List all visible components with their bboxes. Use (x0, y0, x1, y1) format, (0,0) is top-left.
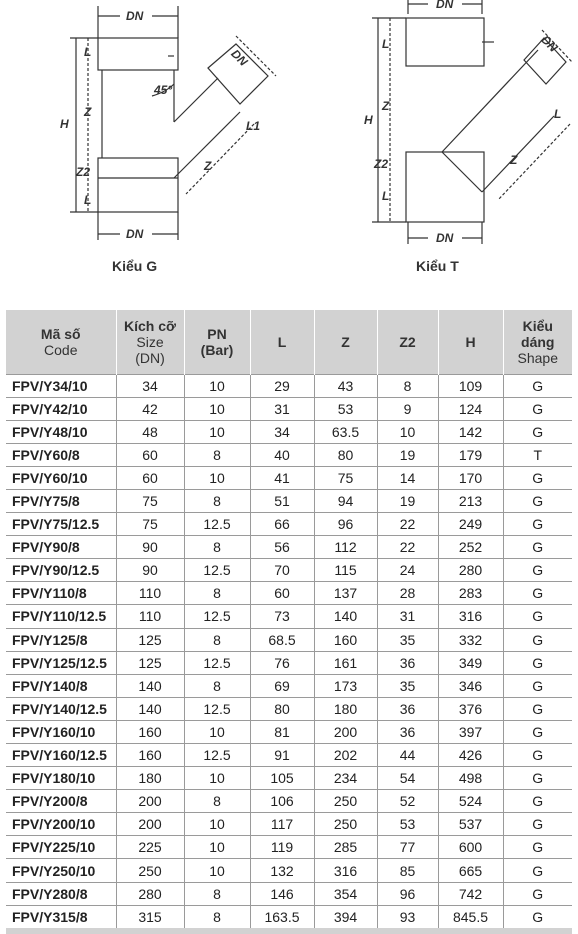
cell-pn: 8 (184, 628, 250, 651)
cell-z: 43 (314, 374, 377, 397)
header-z2: Z2 (377, 310, 438, 374)
cell-pn: 12.5 (184, 559, 250, 582)
cell-shape: G (503, 489, 572, 512)
cell-h: 280 (438, 559, 503, 582)
cell-size: 75 (116, 489, 184, 512)
cell-z: 234 (314, 767, 377, 790)
cell-shape: G (503, 420, 572, 443)
cell-z2: 19 (377, 489, 438, 512)
cell-z: 115 (314, 559, 377, 582)
cell-l: 70 (250, 559, 314, 582)
cell-code: FPV/Y140/8 (6, 674, 116, 697)
cell-pn: 10 (184, 859, 250, 882)
caption-kieu-t: Kiểu T (416, 258, 459, 274)
cell-pn: 10 (184, 466, 250, 489)
cell-z2: 52 (377, 790, 438, 813)
cell-z: 160 (314, 628, 377, 651)
table-row (6, 443, 572, 466)
cell-code: FPV/Y60/10 (6, 466, 116, 489)
cell-size: 110 (116, 605, 184, 628)
cell-l: 81 (250, 720, 314, 743)
table-row (6, 744, 572, 767)
header-z: Z (314, 310, 377, 374)
caption-kieu-g: Kiểu G (112, 258, 158, 274)
cell-z: 75 (314, 466, 377, 489)
cell-size: 180 (116, 767, 184, 790)
l-top-label-t: L (382, 37, 390, 51)
cell-h: 498 (438, 767, 503, 790)
cell-z: 316 (314, 859, 377, 882)
cell-z: 94 (314, 489, 377, 512)
cell-size: 140 (116, 674, 184, 697)
cell-shape: G (503, 859, 572, 882)
cell-pn: 10 (184, 767, 250, 790)
cell-size: 75 (116, 513, 184, 536)
header-pn: PN (Bar) (184, 310, 250, 374)
cell-h: 213 (438, 489, 503, 512)
cell-l: 60 (250, 582, 314, 605)
l-branch-label-t: L (554, 107, 562, 121)
cell-code: FPV/Y110/8 (6, 582, 116, 605)
cell-z2: 96 (377, 882, 438, 905)
cell-shape: G (503, 559, 572, 582)
table-body (6, 374, 572, 931)
cell-size: 90 (116, 536, 184, 559)
cell-shape: G (503, 628, 572, 651)
cell-z: 137 (314, 582, 377, 605)
cell-l: 51 (250, 489, 314, 512)
cell-shape: G (503, 905, 572, 931)
cell-size: 110 (116, 582, 184, 605)
cell-z: 80 (314, 443, 377, 466)
cell-shape: G (503, 813, 572, 836)
cell-pn: 12.5 (184, 697, 250, 720)
cell-pn: 12.5 (184, 605, 250, 628)
cell-shape: G (503, 651, 572, 674)
table-row (6, 651, 572, 674)
table-row (6, 536, 572, 559)
cell-z: 285 (314, 836, 377, 859)
l-top-label: L (84, 45, 92, 59)
header-code: Mã số Code (40, 325, 81, 358)
cell-shape: T (503, 443, 572, 466)
cell-z2: 35 (377, 674, 438, 697)
cell-h: 376 (438, 697, 503, 720)
cell-z2: 54 (377, 767, 438, 790)
cell-l: 119 (250, 836, 314, 859)
cell-code: FPV/Y125/12.5 (6, 651, 116, 674)
header-h: H (438, 310, 503, 374)
cell-z: 394 (314, 905, 377, 931)
cell-pn: 10 (184, 836, 250, 859)
cell-shape: G (503, 697, 572, 720)
cell-shape: G (503, 513, 572, 536)
cell-pn: 10 (184, 374, 250, 397)
cell-z: 250 (314, 790, 377, 813)
cell-z2: 8 (377, 374, 438, 397)
cell-code: FPV/Y75/12.5 (6, 513, 116, 536)
cell-h: 397 (438, 720, 503, 743)
cell-code: FPV/Y160/12.5 (6, 744, 116, 767)
cell-z2: 28 (377, 582, 438, 605)
cell-z2: 10 (377, 420, 438, 443)
header-l: L (250, 310, 314, 374)
cell-h: 346 (438, 674, 503, 697)
cell-size: 48 (116, 420, 184, 443)
cell-z: 200 (314, 720, 377, 743)
cell-l: 29 (250, 374, 314, 397)
cell-code: FPV/Y110/12.5 (6, 605, 116, 628)
cell-shape: G (503, 582, 572, 605)
cell-z: 173 (314, 674, 377, 697)
cell-z: 180 (314, 697, 377, 720)
cell-pn: 8 (184, 674, 250, 697)
header-size: Kích cỡ Size (DN) (116, 310, 184, 374)
cell-size: 60 (116, 466, 184, 489)
cell-z: 63.5 (314, 420, 377, 443)
l-bottom-label-t: L (382, 189, 390, 203)
cell-shape: G (503, 374, 572, 397)
cell-z2: 36 (377, 697, 438, 720)
cell-z: 53 (314, 397, 377, 420)
cell-h: 109 (438, 374, 503, 397)
cell-h: 283 (438, 582, 503, 605)
table-row (6, 859, 572, 882)
z-pipe-label: Z (84, 105, 92, 119)
cell-code: FPV/Y125/8 (6, 628, 116, 651)
cell-z2: 31 (377, 605, 438, 628)
dn-side-label-t: DN (538, 32, 561, 55)
cell-code: FPV/Y250/10 (6, 859, 116, 882)
cell-l: 146 (250, 882, 314, 905)
cell-h: 600 (438, 836, 503, 859)
cell-l: 80 (250, 697, 314, 720)
cell-pn: 8 (184, 536, 250, 559)
cell-z: 112 (314, 536, 377, 559)
cell-h: 249 (438, 513, 503, 536)
cell-h: 537 (438, 813, 503, 836)
z2-label: Z2 (76, 165, 91, 179)
cell-z2: 24 (377, 559, 438, 582)
cell-z2: 19 (377, 443, 438, 466)
dn-side-label: DN (228, 46, 251, 69)
cell-shape: G (503, 744, 572, 767)
table-row (6, 466, 572, 489)
cell-z2: 35 (377, 628, 438, 651)
table-row (6, 489, 572, 512)
cell-h: 142 (438, 420, 503, 443)
cell-code: FPV/Y42/10 (6, 397, 116, 420)
cell-l: 91 (250, 744, 314, 767)
z-branch-label-t: Z (510, 153, 518, 167)
cell-l: 132 (250, 859, 314, 882)
cell-z: 161 (314, 651, 377, 674)
cell-h: 845.5 (438, 905, 503, 931)
cell-h: 742 (438, 882, 503, 905)
table-row (6, 605, 572, 628)
cell-pn: 8 (184, 489, 250, 512)
cell-code: FPV/Y48/10 (6, 420, 116, 443)
header-shape: Kiểu dáng Shape (503, 310, 572, 374)
cell-z: 250 (314, 813, 377, 836)
cell-pn: 12.5 (184, 513, 250, 536)
table-row (6, 582, 572, 605)
cell-size: 125 (116, 651, 184, 674)
cell-l: 41 (250, 466, 314, 489)
cell-code: FPV/Y90/12.5 (6, 559, 116, 582)
dn-bottom-label-t: DN (436, 231, 454, 245)
table-row (6, 674, 572, 697)
spec-table (6, 310, 572, 934)
cell-size: 60 (116, 443, 184, 466)
cell-h: 316 (438, 605, 503, 628)
cell-l: 31 (250, 397, 314, 420)
dn-top-label: DN (126, 9, 144, 23)
cell-shape: G (503, 536, 572, 559)
cell-l: 163.5 (250, 905, 314, 931)
cell-l: 73 (250, 605, 314, 628)
cell-shape: G (503, 605, 572, 628)
cell-size: 200 (116, 813, 184, 836)
cell-size: 160 (116, 744, 184, 767)
cell-size: 34 (116, 374, 184, 397)
cell-pn: 12.5 (184, 744, 250, 767)
cell-size: 140 (116, 697, 184, 720)
table-row (6, 767, 572, 790)
cell-code: FPV/Y160/10 (6, 720, 116, 743)
cell-shape: G (503, 767, 572, 790)
cell-h: 665 (438, 859, 503, 882)
table-row (6, 397, 572, 420)
cell-size: 280 (116, 882, 184, 905)
diagram-kieu-g (40, 0, 280, 255)
cell-h: 124 (438, 397, 503, 420)
table-row (6, 697, 572, 720)
cell-l: 76 (250, 651, 314, 674)
cell-shape: G (503, 674, 572, 697)
cell-code: FPV/Y75/8 (6, 489, 116, 512)
cell-size: 160 (116, 720, 184, 743)
cell-code: FPV/Y200/8 (6, 790, 116, 813)
cell-size: 200 (116, 790, 184, 813)
z-branch-label: Z (204, 159, 212, 173)
cell-code: FPV/Y34/10 (6, 374, 116, 397)
cell-h: 179 (438, 443, 503, 466)
cell-code: FPV/Y280/8 (6, 882, 116, 905)
cell-z: 140 (314, 605, 377, 628)
cell-shape: G (503, 720, 572, 743)
cell-size: 125 (116, 628, 184, 651)
cell-shape: G (503, 466, 572, 489)
table-row (6, 513, 572, 536)
cell-shape: G (503, 836, 572, 859)
cell-z2: 22 (377, 536, 438, 559)
diagram-kieu-t (358, 0, 573, 255)
cell-z2: 53 (377, 813, 438, 836)
cell-l: 106 (250, 790, 314, 813)
cell-code: FPV/Y60/8 (6, 443, 116, 466)
cell-pn: 10 (184, 720, 250, 743)
table-row (6, 420, 572, 443)
table-row (6, 836, 572, 859)
l-bottom-label: L (84, 193, 92, 207)
cell-z2: 22 (377, 513, 438, 536)
h-label: H (60, 117, 69, 131)
cell-z2: 93 (377, 905, 438, 931)
cell-code: FPV/Y90/8 (6, 536, 116, 559)
cell-h: 349 (438, 651, 503, 674)
cell-z2: 77 (377, 836, 438, 859)
cell-l: 68.5 (250, 628, 314, 651)
cell-pn: 8 (184, 882, 250, 905)
cell-z2: 85 (377, 859, 438, 882)
cell-code: FPV/Y315/8 (6, 905, 116, 931)
table-row (6, 374, 572, 397)
cell-size: 315 (116, 905, 184, 931)
dn-bottom-label: DN (126, 227, 144, 241)
cell-pn: 8 (184, 582, 250, 605)
table-row (6, 882, 572, 905)
cell-size: 90 (116, 559, 184, 582)
cell-pn: 8 (184, 790, 250, 813)
cell-z2: 36 (377, 651, 438, 674)
cell-l: 105 (250, 767, 314, 790)
cell-z: 354 (314, 882, 377, 905)
table-row (6, 720, 572, 743)
cell-size: 250 (116, 859, 184, 882)
cell-z: 96 (314, 513, 377, 536)
cell-l: 56 (250, 536, 314, 559)
table-row (6, 628, 572, 651)
z-pipe-label-t: Z (382, 99, 390, 113)
cell-l: 40 (250, 443, 314, 466)
cell-shape: G (503, 790, 572, 813)
cell-code: FPV/Y225/10 (6, 836, 116, 859)
table-row (6, 813, 572, 836)
cell-h: 426 (438, 744, 503, 767)
z2-label-t: Z2 (374, 157, 389, 171)
cell-h: 524 (438, 790, 503, 813)
cell-pn: 10 (184, 813, 250, 836)
cell-size: 42 (116, 397, 184, 420)
cell-shape: G (503, 882, 572, 905)
cell-h: 332 (438, 628, 503, 651)
cell-pn: 10 (184, 420, 250, 443)
table-row (6, 905, 572, 931)
cell-pn: 8 (184, 905, 250, 931)
cell-code: FPV/Y200/10 (6, 813, 116, 836)
cell-z2: 44 (377, 744, 438, 767)
cell-z2: 9 (377, 397, 438, 420)
cell-code: FPV/Y140/12.5 (6, 697, 116, 720)
cell-size: 225 (116, 836, 184, 859)
cell-z: 202 (314, 744, 377, 767)
dn-top-label-t: DN (436, 0, 454, 11)
table-row (6, 790, 572, 813)
cell-z2: 14 (377, 466, 438, 489)
table-header-row (6, 310, 572, 374)
cell-l: 117 (250, 813, 314, 836)
cell-code: FPV/Y180/10 (6, 767, 116, 790)
l1-label: L1 (246, 119, 261, 133)
cell-h: 170 (438, 466, 503, 489)
cell-l: 69 (250, 674, 314, 697)
cell-h: 252 (438, 536, 503, 559)
cell-l: 66 (250, 513, 314, 536)
angle-label: 45° (154, 83, 173, 97)
cell-pn: 12.5 (184, 651, 250, 674)
cell-pn: 10 (184, 397, 250, 420)
cell-pn: 8 (184, 443, 250, 466)
cell-shape: G (503, 397, 572, 420)
cell-l: 34 (250, 420, 314, 443)
cell-z2: 36 (377, 720, 438, 743)
h-label-t: H (364, 113, 373, 127)
table-row (6, 559, 572, 582)
